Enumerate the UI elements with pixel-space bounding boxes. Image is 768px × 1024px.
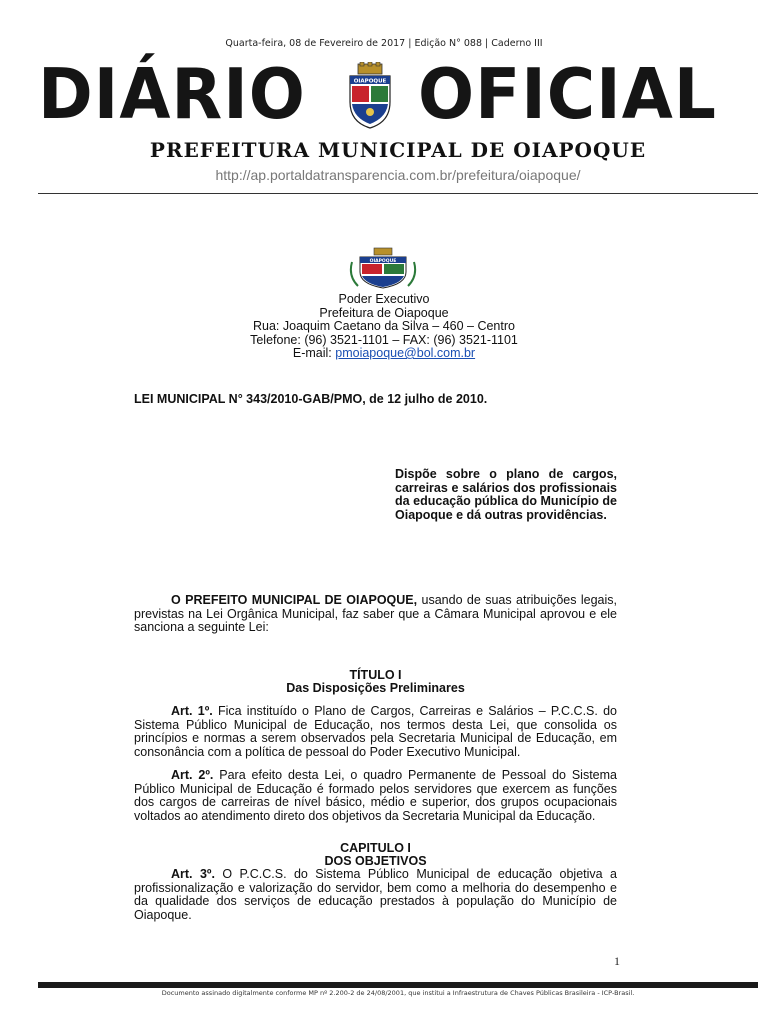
page-number: 1 bbox=[614, 954, 620, 968]
email-label: E-mail: bbox=[292, 346, 336, 360]
preamble-bold: O PREFEITO MUNICIPAL DE OIAPOQUE, bbox=[171, 593, 418, 607]
masthead-title-left: DIÁRIO bbox=[38, 54, 306, 135]
letterhead-line3: Rua: Joaquim Caetano da Silva – 460 – Centro bbox=[253, 319, 515, 333]
article-3-text: O P.C.C.S. do Sistema Público Municipal de educação objetiva a profissionalização e valorização do servidor, bem como a melhoria do desempenho e da qualidade dos serviços de educação prestados à população do Município de Oiapoque. bbox=[134, 867, 617, 922]
masthead-subtitle: PREFEITURA MUNICIPAL DE OIAPOQUE bbox=[149, 138, 647, 162]
letterhead-crest-icon bbox=[348, 246, 418, 290]
email-link[interactable]: pmoiapoque@bol.com.br bbox=[335, 346, 476, 360]
footer-note: Documento assinado digitalmente conforme MP nº 2.200-2 de 24/08/2001, que institui a Infraestrutura de Chaves Públicas Brasileira - ICP-Brasil. bbox=[161, 989, 635, 997]
header-rule bbox=[38, 193, 758, 194]
crest-label: OIAPOQUE bbox=[353, 78, 387, 85]
masthead-url[interactable]: http://ap.portaldatransparencia.com.br/prefeitura/oiapoque/ bbox=[215, 167, 581, 183]
article-1-text: Fica instituído o Plano de Cargos, Carreiras e Salários – P.C.C.S. do Sistema Público Municipal de Educação, nos termos desta Lei, que consolida os princípios e normas a serem observados pela Secretaria Municipal de Educação, em consonância com a política de pessoal do Poder Executivo Municipal. bbox=[134, 704, 617, 759]
law-preamble bbox=[134, 594, 617, 635]
letterhead-line2: Prefeitura de Oiapoque bbox=[319, 305, 449, 320]
article-3 bbox=[134, 868, 617, 922]
letterhead-crest-label: OIAPOQUE bbox=[369, 259, 397, 264]
letterhead-line4: Telefone: (96) 3521-1101 – FAX: (96) 3521-1101 bbox=[250, 332, 518, 347]
capitulo-heading: CAPITULO I bbox=[340, 841, 411, 855]
letterhead-block bbox=[150, 293, 618, 361]
capitulo-subheading: DOS OBJETIVOS bbox=[324, 854, 427, 868]
titulo-heading: TÍTULO I bbox=[349, 668, 402, 682]
footer-bar bbox=[38, 982, 758, 988]
article-2 bbox=[134, 769, 617, 823]
article-2-label: Art. 2º. bbox=[171, 768, 214, 782]
masthead-title-right: OFICIAL bbox=[418, 54, 717, 135]
article-3-label: Art. 3º. bbox=[171, 867, 215, 881]
article-1-label: Art. 1º. bbox=[171, 704, 213, 718]
article-2-text: Para efeito desta Lei, o quadro Permanente de Pessoal do Sistema Público Municipal de Educação é formado pelos servidores que exercem as funções dos cargos de carreiras de nível básico, médio e superior, dos grupos ocupacionais voltados ao atendimento direto dos objetivos da Secretaria Municipal da Educação. bbox=[134, 768, 617, 823]
issue-line: Quarta-feira, 08 de Fevereiro de 2017 | Edição N° 088 | Caderno III bbox=[225, 38, 543, 49]
letterhead-line1: Poder Executivo bbox=[338, 292, 430, 306]
masthead bbox=[38, 54, 758, 192]
law-title: LEI MUNICIPAL N° 343/2010-GAB/PMO, de 12 julho de 2010. bbox=[134, 392, 488, 406]
letterhead-email-line bbox=[150, 347, 618, 361]
municipal-crest-icon bbox=[342, 62, 398, 132]
law-ementa: Dispõe sobre o plano de cargos, carreiras e salários dos profissionais da educação pública do Município de Oiapoque e dá outras providências. bbox=[395, 467, 617, 522]
titulo-subheading: Das Disposições Preliminares bbox=[286, 681, 465, 695]
article-1 bbox=[134, 705, 617, 759]
preamble-text: usando de suas atribuições legais, previstas na Lei Orgânica Municipal, faz saber que a Câmara Municipal aprovou e ele sanciona a seguinte Lei: bbox=[134, 593, 618, 634]
